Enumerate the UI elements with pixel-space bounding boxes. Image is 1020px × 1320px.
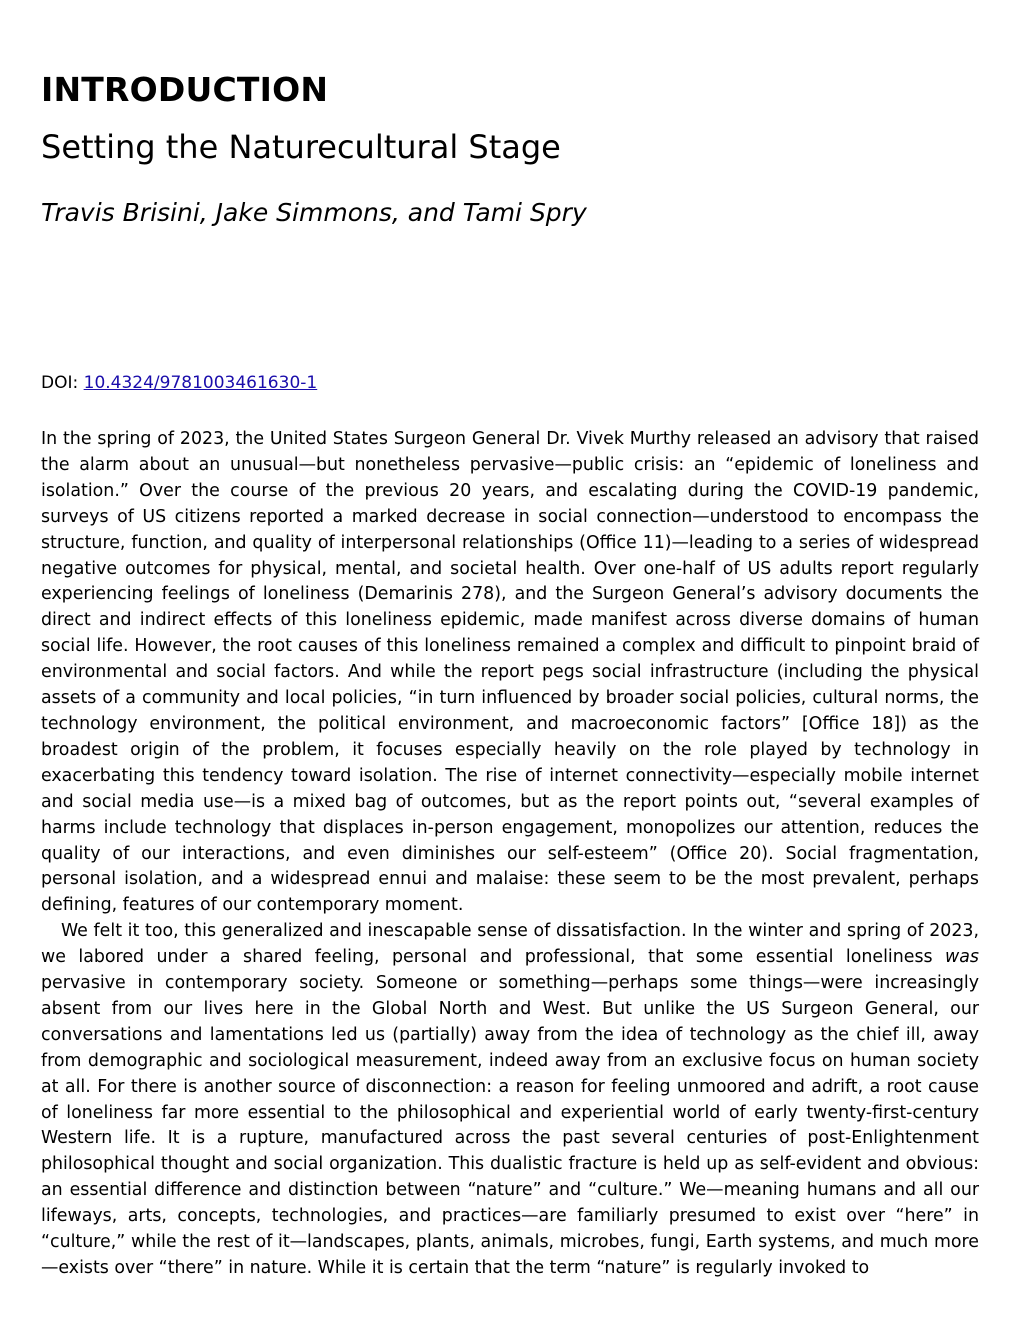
- paragraph-2: [41, 919, 979, 1282]
- doi-link[interactable]: 10.4324/9781003461630-1: [83, 373, 318, 393]
- paragraph-2-part-1: We felt it too, this generalized and inescapable sense of dissatisfaction. In the winter and spring of 2023, we labored under a shared feeling, personal and professional, that some essential loneliness: [41, 921, 979, 968]
- chapter-label: INTRODUCTION: [41, 70, 329, 109]
- body-text: [41, 427, 979, 1282]
- chapter-authors: Travis Brisini, Jake Simmons, and Tami Spry: [41, 198, 587, 227]
- doi-label: DOI:: [41, 373, 79, 393]
- paragraph-2-emphasis: was: [945, 947, 979, 968]
- paragraph-1: In the spring of 2023, the United States Surgeon General Dr. Vivek Murthy released an advisory that raised the alarm about an unusual—but nonetheless pervasive—public crisis: an “epidemic of loneliness and isolation.” Over the course of the previous 20 years, and escalating during the COVID-19 pandemic, surveys of US citizens reported a marked decrease in social connection—understood to encompass the structure, function, and quality of interpersonal relationships (Office 11)—leading to a series of widespread negative outcomes for physical, mental, and societal health. Over one-half of US adults report regularly experiencing feelings of loneliness (Demarinis 278), and the Surgeon General’s advisory documents the direct and indirect effects of this loneliness epidemic, made manifest across diverse domains of human social life. However, the root causes of this loneliness remained a complex and difficult to pinpoint braid of environmental and social factors. And while the report pegs social infrastructure (including the physical assets of a community and local policies, “in turn influenced by broader social policies, cultural norms, the technology environment, the political environment, and macroeconomic factors” [Office 18]) as the broadest origin of the problem, it focuses especially heavily on the role played by technology in exacerbating this tendency toward isolation. The rise of internet connectivity—especially mobile internet and social media use—is a mixed bag of outcomes, but as the report points out, “several examples of harms include technology that displaces in-person engagement, monopolizes our attention, reduces the quality of our interactions, and even diminishes our self-esteem” (Office 20). Social fragmentation, personal isolation, and a widespread ennui and malaise: these seem to be the most prevalent, perhaps defining, features of our contemporary moment.: [41, 429, 979, 916]
- paragraph-2-part-2: pervasive in contemporary society. Someone or something—perhaps some things—were increasingly absent from our lives here in the Global North and West. But unlike the US Surgeon General, our conversations and lamentations led us (partially) away from the idea of technology as the chief ill, away from demographic and sociological measurement, indeed away from an exclusive focus on human society at all. For there is another source of disconnection: a reason for feeling unmoored and adrift, a root cause of loneliness far more essential to the philosophical and experiential world of early twenty-first-century Western life. It is a rupture, manufactured across the past several centuries of post-Enlightenment philosophical thought and social organization. This dualistic fracture is held up as self-evident and obvious: an essential difference and distinction between “nature” and “culture.” We—meaning humans and all our lifeways, arts, concepts, technologies, and practices—are familiarly presumed to exist over “here” in “culture,” while the rest of it—landscapes, plants, animals, microbes, fungi, Earth systems, and much more—exists over “there” in nature. While it is certain that the term “nature” is regularly invoked to: [41, 973, 979, 1278]
- chapter-title: Setting the Naturecultural Stage: [41, 128, 561, 166]
- doi-line: [41, 371, 317, 395]
